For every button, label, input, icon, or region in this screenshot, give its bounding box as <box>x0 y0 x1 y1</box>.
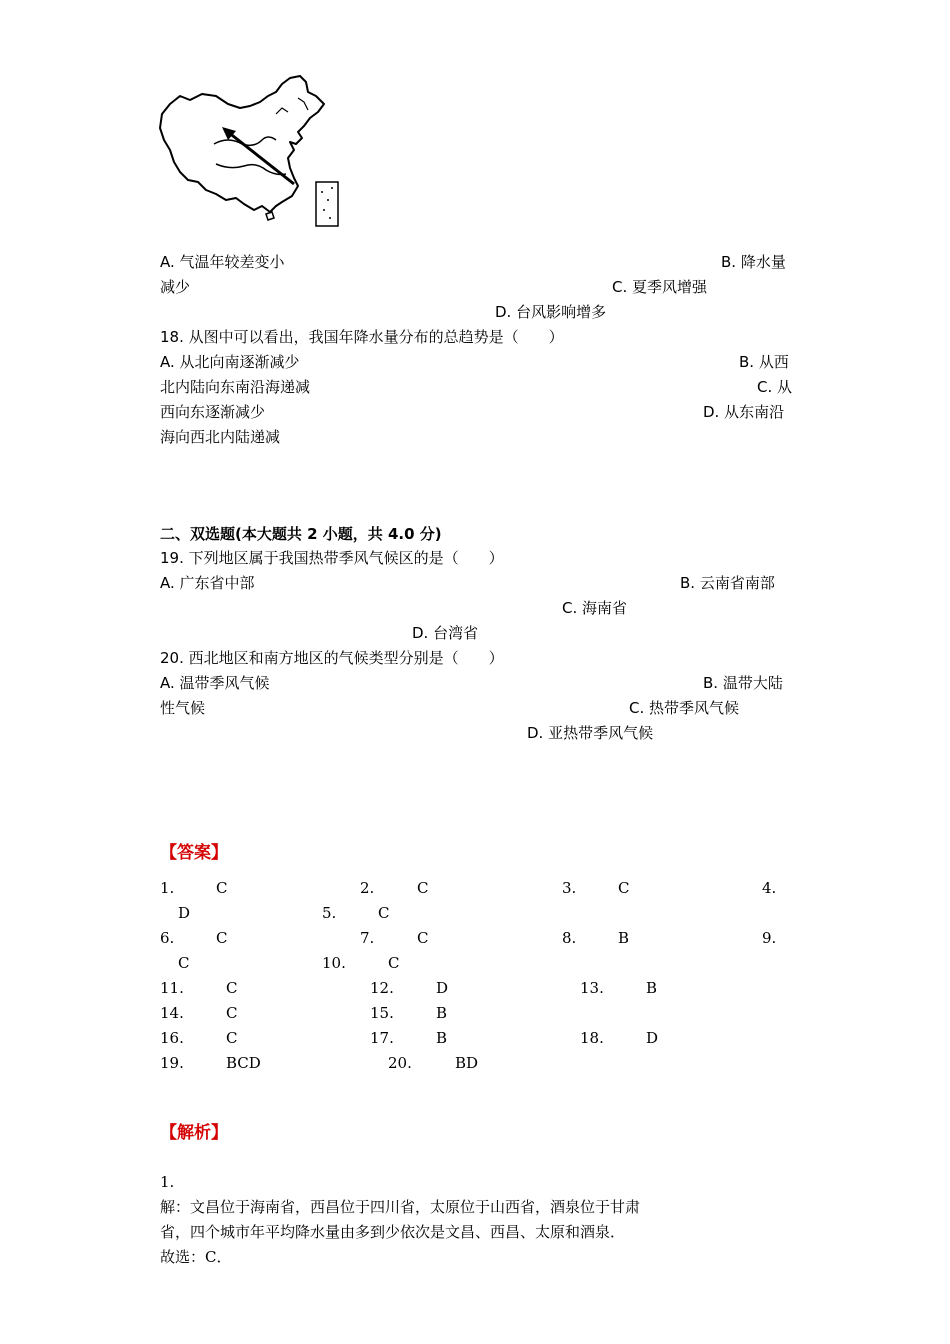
coast-detail <box>276 98 308 114</box>
answer-letter: C <box>216 879 228 897</box>
analysis-heading: 【解析】 <box>160 1123 228 1143</box>
answer-number: 9. <box>762 929 777 947</box>
answer-letter: C <box>226 1029 238 1047</box>
answer-number: 2. <box>360 879 375 897</box>
answer-number: 14. <box>160 1004 184 1022</box>
q18-option-c-cont: 西向东逐渐减少 <box>160 403 266 421</box>
answer-letter: C <box>417 929 429 947</box>
q19-option-d: D. 台湾省 <box>412 624 479 642</box>
answer-number: 5. <box>322 904 337 922</box>
q20-option-b: B. 温带大陆 <box>703 674 783 692</box>
answer-letter: C <box>417 879 429 897</box>
answer-number: 16. <box>160 1029 184 1047</box>
q18-option-d: D. 从东南沿 <box>703 403 785 421</box>
answer-number: 15. <box>370 1004 394 1022</box>
arrow-shaft <box>228 132 294 184</box>
answer-letter: C <box>618 879 630 897</box>
q19-option-b: B. 云南省南部 <box>680 574 775 592</box>
answer-letter: C <box>178 954 190 972</box>
q20-option-b-cont: 性气候 <box>160 699 206 717</box>
answer-letter: B <box>618 929 630 947</box>
q18-option-b-cont: 北内陆向东南沿海递减 <box>160 378 311 396</box>
analysis-text-line: 解：文昌位于海南省，西昌位于四川省，太原位于山西省，酒泉位于甘肃 <box>160 1198 641 1216</box>
q18-option-c: C. 从 <box>757 378 793 396</box>
answer-letter: B <box>436 1004 448 1022</box>
analysis-text-line: 省，四个城市年平均降水量由多到少依次是文昌、西昌、太原和酒泉． <box>160 1223 626 1241</box>
answer-number: 18. <box>580 1029 604 1047</box>
answer-number: 12. <box>370 979 394 997</box>
answer-letter: B <box>646 979 658 997</box>
answers-heading: 【答案】 <box>160 843 228 863</box>
analysis-text-line: 故选：C． <box>160 1248 232 1266</box>
q18-option-d-cont: 海向西北内陆递减 <box>160 428 281 446</box>
answer-number: 7. <box>360 929 375 947</box>
answer-number: 3. <box>562 879 577 897</box>
answer-letter: BCD <box>226 1054 261 1072</box>
q19-option-a: A. 广东省中部 <box>160 574 255 592</box>
q17-option-b-cont: 减少 <box>160 278 191 296</box>
answer-number: 11. <box>160 979 184 997</box>
answer-number: 10. <box>322 954 346 972</box>
answer-number: 6. <box>160 929 175 947</box>
q18-option-b: B. 从西 <box>739 353 789 371</box>
q19-option-c: C. 海南省 <box>562 599 628 617</box>
analysis-number: 1. <box>160 1173 175 1191</box>
answer-letter: C <box>226 979 238 997</box>
answer-number: 13. <box>580 979 604 997</box>
q17-option-d: D. 台风影响增多 <box>495 303 607 321</box>
section-2-heading: 二、双选题(本大题共 2 小题，共 4.0 分) <box>160 525 442 543</box>
q19-stem: 19. 下列地区属于我国热带季风气候区的是（ ） <box>160 549 504 567</box>
q20-option-c: C. 热带季风气候 <box>629 699 740 717</box>
answer-letter: B <box>436 1029 448 1047</box>
answer-letter: BD <box>455 1054 479 1072</box>
q17-option-b: B. 降水量 <box>721 253 786 271</box>
q20-option-a: A. 温带季风气候 <box>160 674 270 692</box>
answer-letter: C <box>378 904 390 922</box>
hainan-island <box>266 212 274 220</box>
inset-box <box>316 182 338 226</box>
answer-number: 17. <box>370 1029 394 1047</box>
china-map-figure <box>158 74 344 230</box>
q17-option-c: C. 夏季风增强 <box>612 278 708 296</box>
q18-option-a: A. 从北向南逐渐减少 <box>160 353 300 371</box>
answer-number: 20. <box>388 1054 412 1072</box>
answer-letter: C <box>226 1004 238 1022</box>
answer-letter: C <box>388 954 400 972</box>
answer-number: 1. <box>160 879 175 897</box>
q18-stem: 18. 从图中可以看出，我国年降水量分布的总趋势是（ ） <box>160 328 564 346</box>
answer-letter: D <box>178 904 191 922</box>
answer-number: 8. <box>562 929 577 947</box>
q17-option-a: A. 气温年较差变小 <box>160 253 285 271</box>
q20-option-d: D. 亚热带季风气候 <box>527 724 654 742</box>
answer-letter: D <box>646 1029 659 1047</box>
answer-number: 19. <box>160 1054 184 1072</box>
answer-letter: C <box>216 929 228 947</box>
answer-number: 4. <box>762 879 777 897</box>
answer-letter: D <box>436 979 449 997</box>
q20-stem: 20. 西北地区和南方地区的气候类型分别是（ ） <box>160 649 504 667</box>
